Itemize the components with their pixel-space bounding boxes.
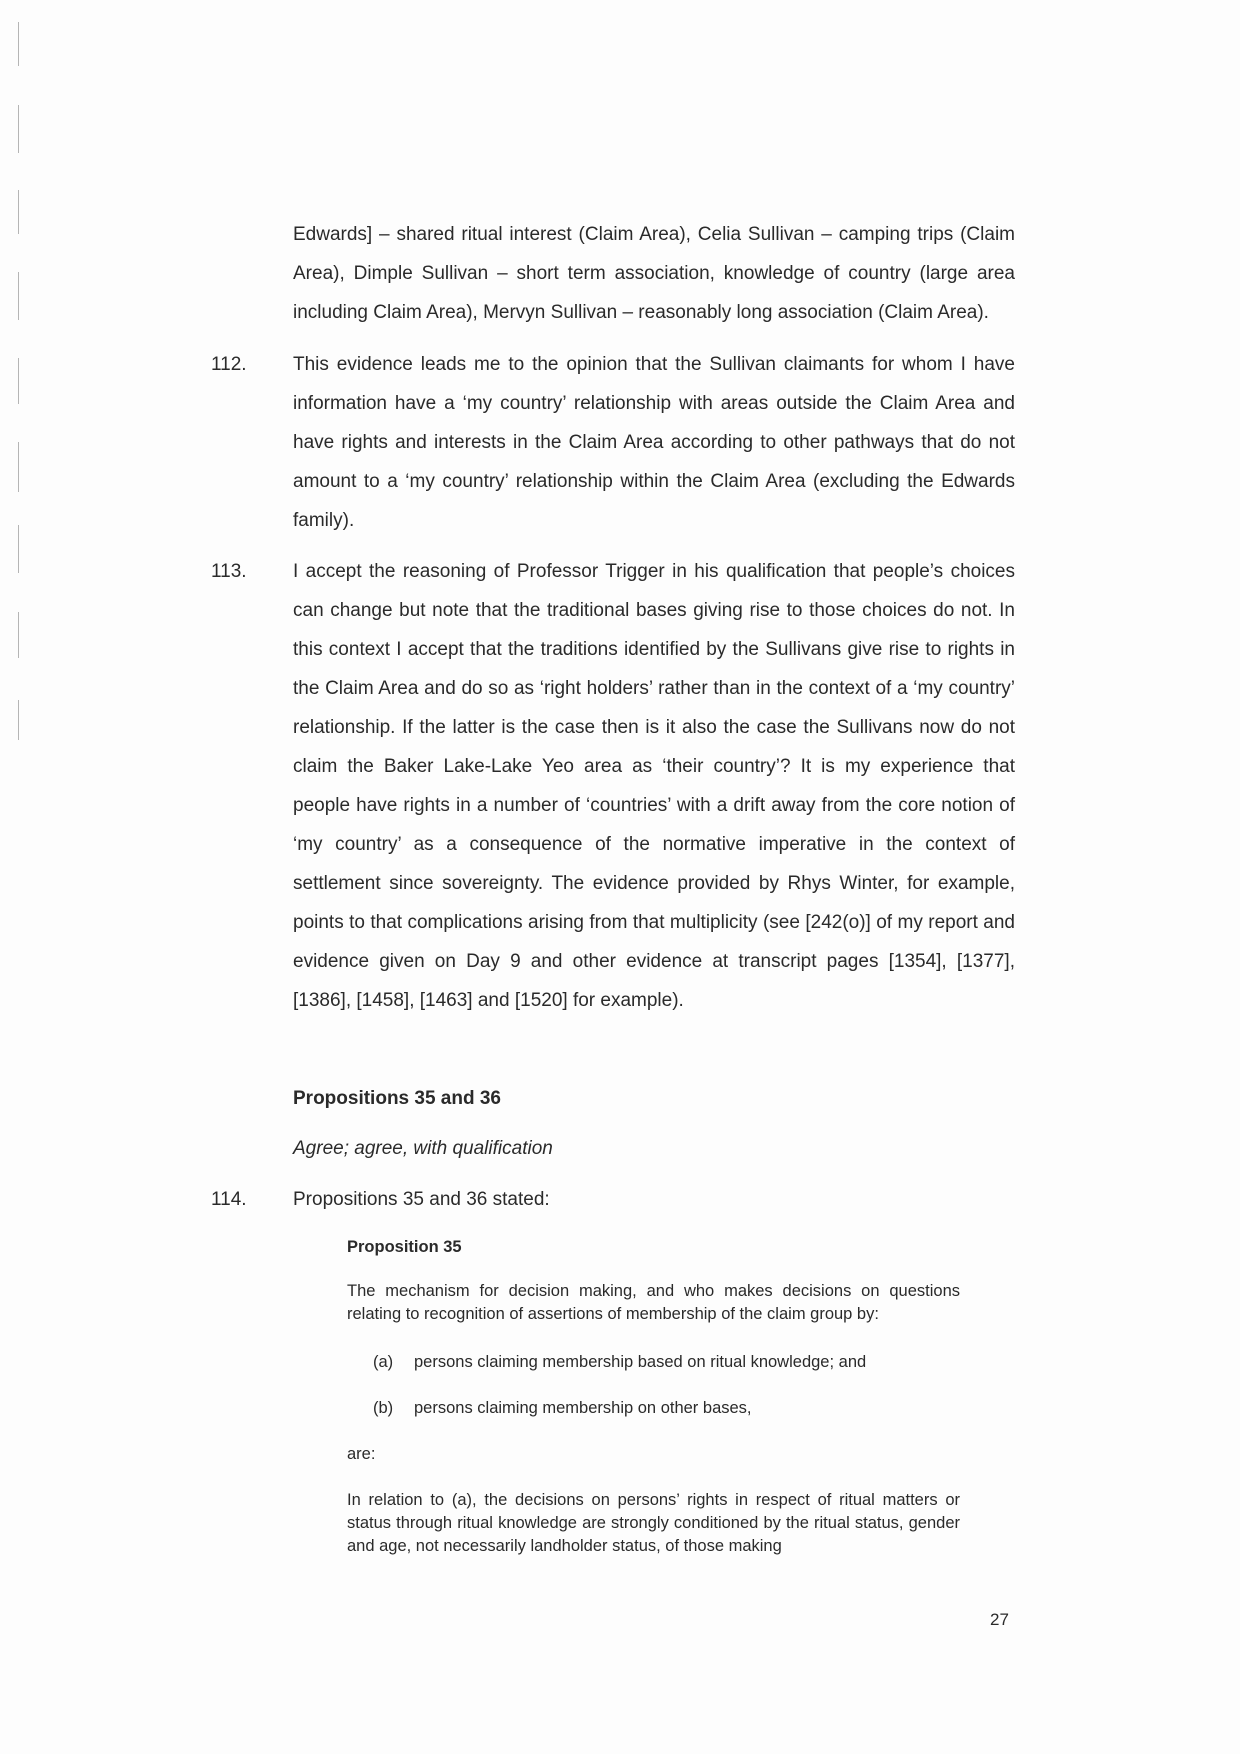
scan-mark bbox=[18, 612, 19, 658]
quote-relation: In relation to (a), the decisions on persons’ rights in respect of ritual matters or status through ritual knowledge are strongly conditioned by the ritual status, gender and age, not necessarily landholder status, of those making bbox=[347, 1491, 960, 1555]
quote-item-text: persons claiming membership on other bases, bbox=[414, 1399, 752, 1417]
scan-mark bbox=[18, 358, 19, 404]
scan-mark bbox=[18, 190, 19, 234]
quote-item-text: persons claiming membership based on ritual knowledge; and bbox=[414, 1353, 867, 1371]
quote-item-label: (b) bbox=[373, 1399, 394, 1417]
quote-item-label: (a) bbox=[373, 1353, 394, 1371]
scan-margin-marks bbox=[18, 0, 22, 760]
quote-intro: The mechanism for decision making, and who makes decisions on questions relating to recognition of assertions of membership of the claim group by: bbox=[347, 1282, 960, 1323]
paragraph-number: 114. bbox=[211, 1189, 247, 1210]
quote-heading: Proposition 35 bbox=[347, 1238, 462, 1256]
scan-mark bbox=[18, 442, 19, 492]
scan-mark bbox=[18, 105, 19, 153]
scan-mark bbox=[18, 700, 19, 740]
continuation-paragraph: Edwards] – shared ritual interest (Claim Area), Celia Sullivan – camping trips (Claim Area), Dimple Sullivan – short term association, knowledge of country (large area including Claim Area), Mervyn Sullivan – reasonably long association (Claim Area). bbox=[293, 224, 1015, 323]
quote-are: are: bbox=[347, 1445, 376, 1463]
section-subheading: Agree; agree, with qualification bbox=[293, 1138, 553, 1159]
section-heading: Propositions 35 and 36 bbox=[293, 1088, 501, 1109]
paragraph-number: 112. bbox=[211, 354, 247, 375]
paragraph-number: 113. bbox=[211, 561, 247, 582]
paragraph-113: I accept the reasoning of Professor Trigger in his qualification that people’s choices can change but note that the traditional bases giving rise to those choices do not. In this context I accept that the traditions identified by the Sullivans give rise to rights in the Claim Area and do so as ‘right holders’ rather than in the context of a ‘my country’ relationship. If the latter is the case then is it also the case the Sullivans now do not claim the Baker Lake-Lake Yeo area as ‘their country’? It is my experience that people have rights in a number of ‘countries’ with a drift away from the core notion of ‘my country’ as a consequence of the normative imperative in the context of settlement since sovereignty. The evidence provided by Rhys Winter, for example, points to that complications arising from that multiplicity (see [242(o)] of my report and evidence given on Day 9 and other evidence at transcript pages [1354], [1377], [1386], [1458], [1463] and [1520] for example). bbox=[293, 561, 1015, 1011]
paragraph-114: Propositions 35 and 36 stated: bbox=[293, 1189, 550, 1210]
scan-mark bbox=[18, 272, 19, 320]
page-number: 27 bbox=[990, 1610, 1009, 1629]
paragraph-112: This evidence leads me to the opinion that the Sullivan claimants for whom I have information have a ‘my country’ relationship with areas outside the Claim Area and have rights and interests in the Claim Area according to other pathways that do not amount to a ‘my country’ relationship within the Claim Area (excluding the Edwards family). bbox=[293, 354, 1015, 531]
scan-mark bbox=[18, 22, 19, 66]
scan-mark bbox=[18, 525, 19, 573]
